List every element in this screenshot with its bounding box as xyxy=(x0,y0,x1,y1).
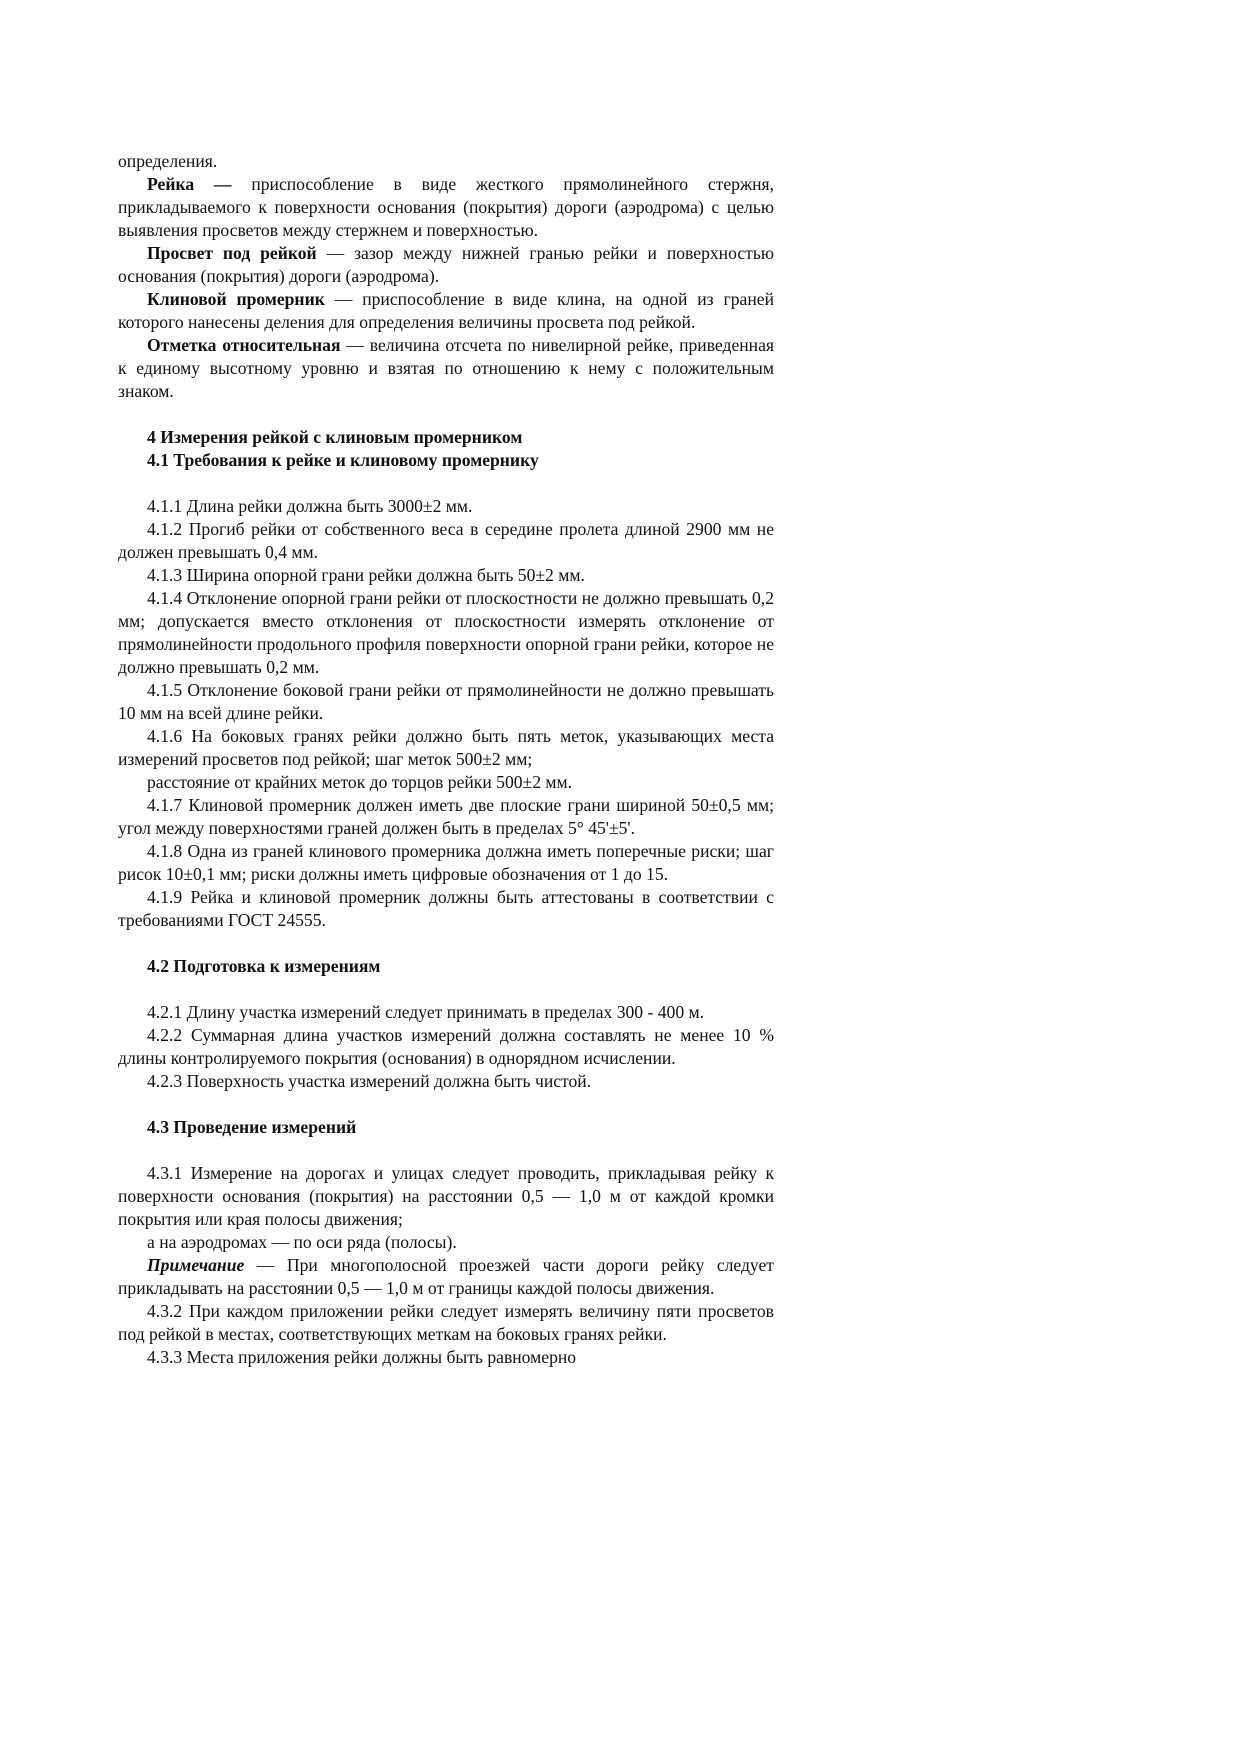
clause-4-1-7: 4.1.7 Клиновой промерник должен иметь две плоские грани шириной 50±0,5 мм; угол между поверхностями граней должен быть в пределах 5° 45'±5'. xyxy=(118,795,774,838)
clause-4-3-1-cont: а на аэродромах — по оси ряда (полосы). xyxy=(147,1232,457,1252)
clause-4-2-3: 4.2.3 Поверхность участка измерений должна быть чистой. xyxy=(147,1071,592,1091)
clause-4-1-3: 4.1.3 Ширина опорной грани рейки должна быть 50±2 мм. xyxy=(147,565,585,585)
section-4-3-title: 4.3 Проведение измерений xyxy=(147,1117,357,1137)
clause-4-2-1: 4.2.1 Длину участка измерений следует принимать в пределах 300 - 400 м. xyxy=(147,1002,705,1022)
intro-tail: определения. xyxy=(118,151,218,171)
definition-wedge xyxy=(118,288,774,334)
definition-term: Отметка относительная xyxy=(147,335,341,355)
definition-term: Клиновой промерник xyxy=(147,289,325,309)
definition-term: Просвет под рейкой xyxy=(147,243,317,263)
clause-4-1-6-cont: расстояние от крайних меток до торцов рейки 500±2 мм. xyxy=(147,772,573,792)
clause-4-1-1: 4.1.1 Длина рейки должна быть 3000±2 мм. xyxy=(147,496,473,516)
clause-4-2-2: 4.2.2 Суммарная длина участков измерений должна составлять не менее 10 % длины контролируемого покрытия (основания) в однорядном исчислении. xyxy=(118,1025,774,1068)
clause-4-1-5: 4.1.5 Отклонение боковой грани рейки от прямолинейности не должно превышать 10 мм на всей длине рейки. xyxy=(118,680,774,723)
clause-4-1-4: 4.1.4 Отклонение опорной грани рейки от плоскостности не должно превышать 0,2 мм; допускается вместо отклонения от плоскостности измерять отклонение от прямолинейности продольного профиля поверхности опорной грани рейки, которое не должно превышать 0,2 мм. xyxy=(118,588,774,677)
clause-4-1-6: 4.1.6 На боковых гранях рейки должно быть пять меток, указывающих места измерений просветов под рейкой; шаг меток 500±2 мм; xyxy=(118,726,774,769)
section-4-title: 4 Измерения рейкой с клиновым промерником xyxy=(147,427,523,447)
definition-text: — приспособление в виде клина, на одной из граней которого нанесены деления для определения величины просвета под рейкой. xyxy=(118,289,774,332)
clause-4-3-1: 4.3.1 Измерение на дорогах и улицах следует проводить, прикладывая рейку к поверхности основания (покрытия) на расстоянии 0,5 — 1,0 м от каждой кромки покрытия или края полосы движения; xyxy=(118,1163,774,1229)
clause-4-1-2: 4.1.2 Прогиб рейки от собственного веса в середине пролета длиной 2900 мм не должен превышать 0,4 мм. xyxy=(118,519,774,562)
section-4-2-title: 4.2 Подготовка к измерениям xyxy=(147,956,381,976)
note-text: — При многополосной проезжей части дороги рейку следует прикладывать на расстоянии 0,5 — 1,0 м от границы каждой полосы движения. xyxy=(118,1255,774,1298)
definition-rail xyxy=(118,173,774,242)
note xyxy=(118,1254,774,1300)
section-4-1-title: 4.1 Требования к рейке и клиновому промернику xyxy=(147,450,539,470)
note-term: Примечание xyxy=(147,1255,245,1275)
definition-text: — величина отсчета по нивелирной рейке, приведенная к единому высотному уровню и взятая по отношению к нему с положительным знаком. xyxy=(118,335,774,401)
definition-text: — зазор между нижней гранью рейки и поверхностью основания (покрытия) дороги (аэродрома). xyxy=(118,243,774,286)
clause-4-3-3: 4.3.3 Места приложения рейки должны быть равномерно xyxy=(147,1347,577,1367)
document-page xyxy=(118,150,774,1369)
clause-4-3-2: 4.3.2 При каждом приложении рейки следует измерять величину пяти просветов под рейкой в местах, соответствующих меткам на боковых гранях рейки. xyxy=(118,1301,774,1344)
definition-text: приспособление в виде жесткого прямолинейного стержня, прикладываемого к поверхности основания (покрытия) дороги (аэродрома) с целью выявления просветов между стержнем и поверхностью. xyxy=(118,174,775,240)
clause-4-1-8: 4.1.8 Одна из граней клинового промерника должна иметь поперечные риски; шаг рисок 10±0,1 мм; риски должны иметь цифровые обозначения от 1 до 15. xyxy=(118,841,774,884)
definition-gap xyxy=(118,242,774,288)
definition-mark xyxy=(118,334,774,403)
clause-4-1-9: 4.1.9 Рейка и клиновой промерник должны быть аттестованы в соответствии с требованиями ГОСТ 24555. xyxy=(118,887,774,930)
definition-term: Рейка — xyxy=(147,174,232,194)
